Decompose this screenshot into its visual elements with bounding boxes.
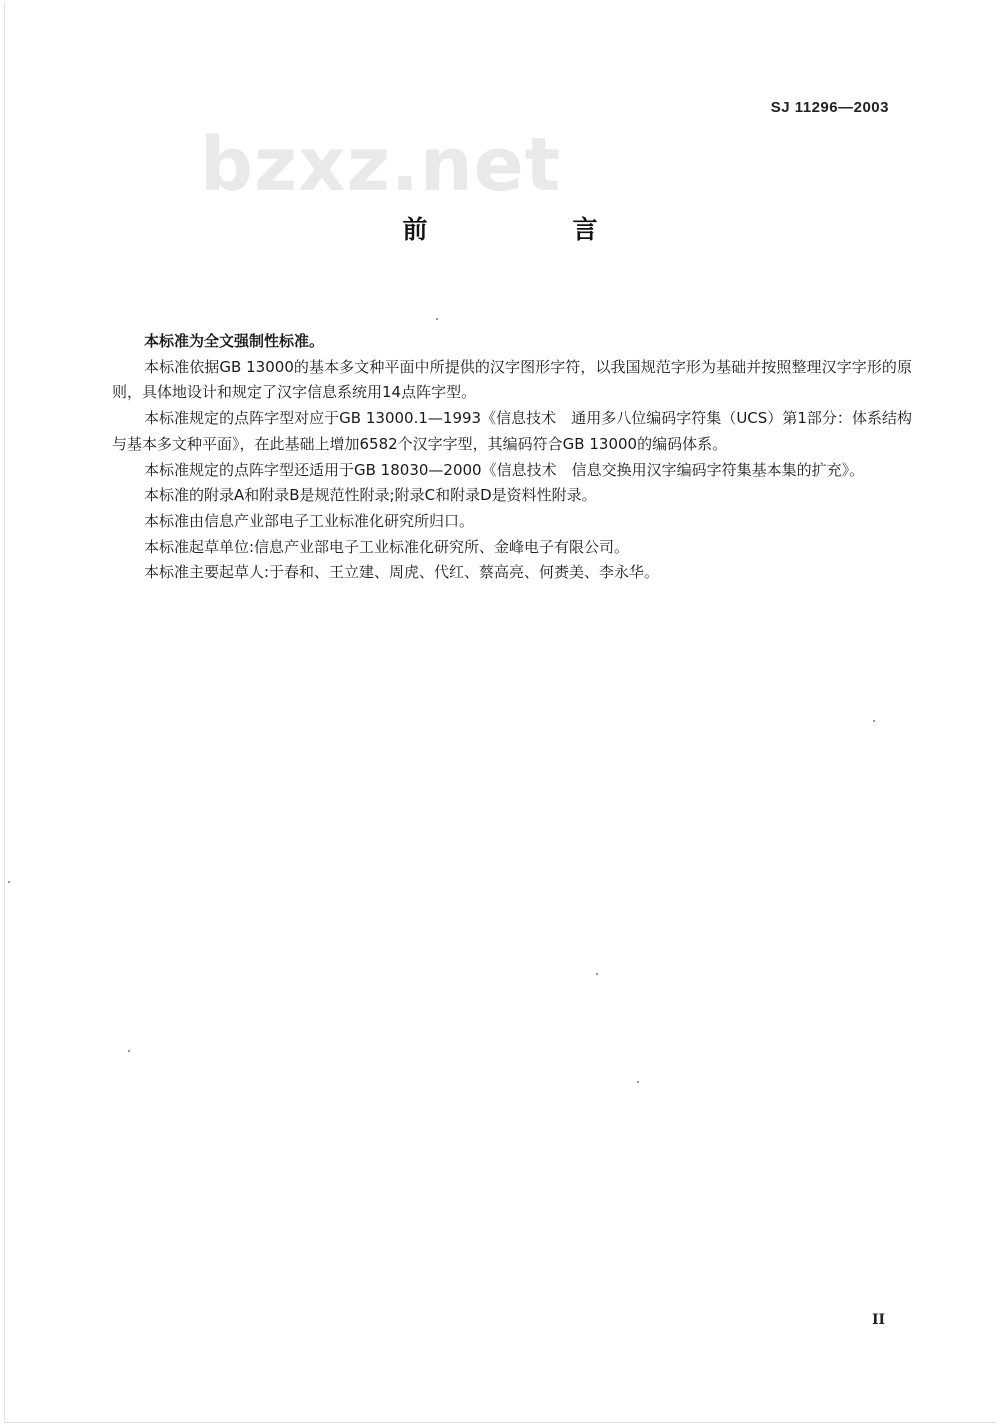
paragraph-basis: 本标准依据GB 13000的基本多文种平面中所提供的汉字图形字符，以我国规范字形为基础并按照整理汉字字形的原则，具体地设计和规定了汉字信息系统用14点阵字型。 xyxy=(112,357,912,402)
paragraph-annexes: 本标准的附录A和附录B是规范性附录;附录C和附录D是资料性附录。 xyxy=(144,486,597,505)
page-number: II xyxy=(872,1312,886,1328)
foreword-body xyxy=(112,329,912,586)
page-title: 前 言 xyxy=(402,215,658,244)
paragraph-mandatory: 本标准为全文强制性标准。 xyxy=(144,332,325,350)
scan-speck xyxy=(637,1081,639,1083)
scan-speck xyxy=(873,720,875,722)
paragraph-drafters: 本标准主要起草人:于春和、王立建、周虎、代红、蔡高亮、何赉美、李永华。 xyxy=(144,563,660,582)
scan-speck xyxy=(8,881,10,883)
scan-speck xyxy=(128,1050,130,1052)
scan-speck xyxy=(436,318,438,320)
standard-code: SJ 11296—2003 xyxy=(770,99,889,116)
paragraph-applicability: 本标准规定的点阵字型还适用于GB 18030—2000《信息技术 信息交换用汉字编码字符集基本集的扩充》。 xyxy=(144,460,865,479)
paragraph-correspondence: 本标准规定的点阵字型对应于GB 13000.1—1993《信息技术 通用多八位编码字符集（UCS）第1部分：体系结构与基本多文种平面》，在此基础上增加6582个汉字字型，其编码符合GB 13000的编码体系。 xyxy=(112,409,912,453)
scan-speck xyxy=(596,973,598,975)
paragraph-administration: 本标准由信息产业部电子工业标准化研究所归口。 xyxy=(144,511,475,530)
paragraph-drafting-units: 本标准起草单位:信息产业部电子工业标准化研究所、金峰电子有限公司。 xyxy=(144,537,630,556)
watermark: bzxz.net xyxy=(200,122,562,208)
